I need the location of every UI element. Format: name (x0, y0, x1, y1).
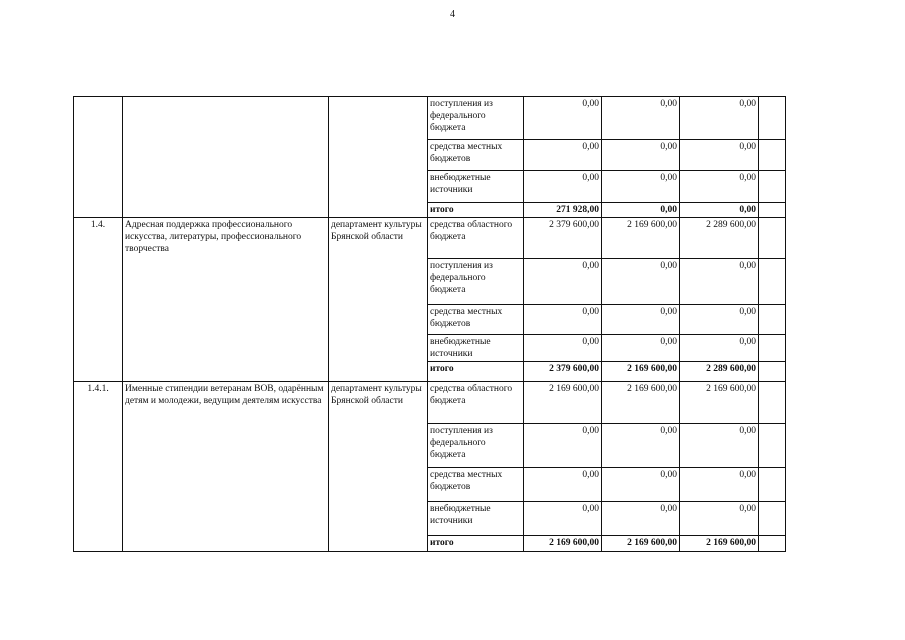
amount-v2: 2 169 600,00 (602, 382, 680, 424)
amount-v2: 0,00 (602, 259, 680, 305)
funding-source: внебюджетные источники (428, 502, 524, 536)
funding-source: итого (428, 362, 524, 382)
amount-v3: 2 169 600,00 (680, 536, 759, 552)
amount-v3: 0,00 (680, 305, 759, 335)
executor-name (329, 97, 428, 218)
amount-v3: 2 289 600,00 (680, 362, 759, 382)
amount-v2: 0,00 (602, 97, 680, 140)
budget-table (73, 96, 786, 552)
row-code (74, 97, 123, 218)
amount-v3: 0,00 (680, 468, 759, 502)
amount-v1: 2 379 600,00 (524, 362, 602, 382)
table-row (74, 382, 786, 424)
empty-cell (759, 502, 786, 536)
amount-v1: 0,00 (524, 305, 602, 335)
amount-v1: 0,00 (524, 259, 602, 305)
amount-v3: 0,00 (680, 140, 759, 171)
empty-cell (759, 362, 786, 382)
amount-v2: 2 169 600,00 (602, 536, 680, 552)
page-number: 4 (450, 9, 455, 20)
amount-v2: 0,00 (602, 203, 680, 218)
amount-v2: 0,00 (602, 424, 680, 468)
executor-name: департамент культуры Брянской области (329, 382, 428, 552)
activity-name (123, 97, 329, 218)
amount-v2: 0,00 (602, 468, 680, 502)
amount-v1: 0,00 (524, 502, 602, 536)
empty-cell (759, 468, 786, 502)
empty-cell (759, 218, 786, 259)
amount-v2: 0,00 (602, 140, 680, 171)
funding-source: итого (428, 203, 524, 218)
funding-source: поступления из федерального бюджета (428, 97, 524, 140)
empty-cell (759, 97, 786, 140)
amount-v1: 0,00 (524, 468, 602, 502)
table-row (74, 97, 786, 140)
amount-v1: 2 169 600,00 (524, 382, 602, 424)
amount-v1: 2 379 600,00 (524, 218, 602, 259)
amount-v3: 0,00 (680, 502, 759, 536)
activity-name: Именные стипендии ветеранам ВОВ, одарённым детям и молодежи, ведущим деятелям искусства (123, 382, 329, 552)
empty-cell (759, 305, 786, 335)
amount-v1: 0,00 (524, 97, 602, 140)
empty-cell (759, 424, 786, 468)
empty-cell (759, 259, 786, 305)
amount-v2: 0,00 (602, 335, 680, 362)
amount-v3: 0,00 (680, 424, 759, 468)
funding-source: средства местных бюджетов (428, 468, 524, 502)
amount-v3: 0,00 (680, 259, 759, 305)
row-code: 1.4. (74, 218, 123, 382)
empty-cell (759, 536, 786, 552)
amount-v1: 0,00 (524, 335, 602, 362)
amount-v3: 0,00 (680, 97, 759, 140)
amount-v2: 0,00 (602, 305, 680, 335)
amount-v3: 2 289 600,00 (680, 218, 759, 259)
amount-v1: 0,00 (524, 424, 602, 468)
funding-source: поступления из федерального бюджета (428, 424, 524, 468)
amount-v3: 0,00 (680, 203, 759, 218)
funding-source: внебюджетные источники (428, 335, 524, 362)
empty-cell (759, 335, 786, 362)
empty-cell (759, 171, 786, 203)
amount-v1: 271 928,00 (524, 203, 602, 218)
amount-v3: 0,00 (680, 335, 759, 362)
empty-cell (759, 382, 786, 424)
funding-source: средства местных бюджетов (428, 305, 524, 335)
amount-v2: 2 169 600,00 (602, 218, 680, 259)
funding-source: средства областного бюджета (428, 218, 524, 259)
empty-cell (759, 140, 786, 171)
funding-source: средства областного бюджета (428, 382, 524, 424)
amount-v1: 0,00 (524, 171, 602, 203)
amount-v3: 0,00 (680, 171, 759, 203)
empty-cell (759, 203, 786, 218)
amount-v2: 0,00 (602, 171, 680, 203)
amount-v2: 0,00 (602, 502, 680, 536)
funding-source: внебюджетные источники (428, 171, 524, 203)
table-row (74, 218, 786, 259)
amount-v3: 2 169 600,00 (680, 382, 759, 424)
amount-v1: 0,00 (524, 140, 602, 171)
row-code: 1.4.1. (74, 382, 123, 552)
amount-v2: 2 169 600,00 (602, 362, 680, 382)
activity-name: Адресная поддержка профессионального искусства, литературы, профессионального творчества (123, 218, 329, 382)
executor-name: департамент культуры Брянской области (329, 218, 428, 382)
funding-source: итого (428, 536, 524, 552)
funding-source: поступления из федерального бюджета (428, 259, 524, 305)
funding-source: средства местных бюджетов (428, 140, 524, 171)
amount-v1: 2 169 600,00 (524, 536, 602, 552)
